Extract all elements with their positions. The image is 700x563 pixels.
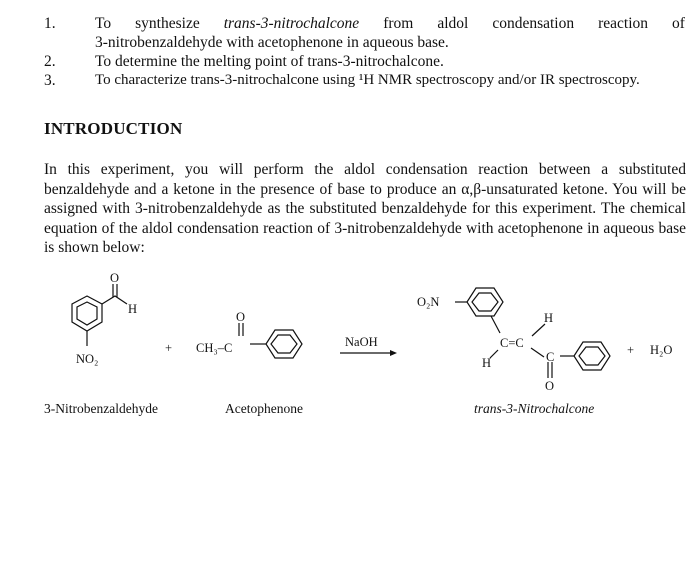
reagent-label: NaOH xyxy=(345,335,378,349)
objective-text-line: To synthesize trans-3-nitrochalcone from aldol condensation reaction of xyxy=(95,15,685,32)
objective-number: 1. xyxy=(44,15,56,32)
section-heading: INTRODUCTION xyxy=(44,119,183,138)
plus-sign: + xyxy=(627,343,635,357)
product-nitro-group: O₂N xyxy=(417,295,440,309)
plus-sign: + xyxy=(165,341,173,355)
objective-number: 2. xyxy=(44,53,56,70)
objective-item xyxy=(0,52,700,71)
aldehyde-oxygen: O xyxy=(110,271,120,285)
objectives-list xyxy=(0,14,700,90)
objective-number: 3. xyxy=(44,72,56,89)
aldehyde-hydrogen: H xyxy=(128,302,138,316)
caption-trans-3-nitrochalcone: trans-3-Nitrochalcone xyxy=(474,401,595,416)
vinyl-hydrogen-top: H xyxy=(544,311,554,325)
caption-acetophenone: Acetophenone xyxy=(225,401,303,416)
aldehyde-bond xyxy=(102,296,127,304)
carbonyl-carbon: C xyxy=(546,350,555,364)
ketone-oxygen: O xyxy=(236,310,246,324)
nitro-group: NO₂ xyxy=(76,352,99,366)
carbonyl-oxygen: O xyxy=(545,379,555,393)
alkene-bond: C=C xyxy=(500,336,524,350)
intro-paragraph: In this experiment, you will perform the aldol condensation reaction between a substituted benzaldehyde and a ketone in the presence of base to produce an α,β-unsaturated ketone. You will be assigned with 3-nitrobenzaldehyde as the substituted benzaldehyde for this experiment. The chemical equation of the aldol condensation reaction of 3-nitrobenzaldehyde with acetophenone in aqueous base is shown below: xyxy=(44,161,686,257)
reaction-scheme xyxy=(0,270,700,430)
acetyl-group: CH₃–C xyxy=(196,341,233,355)
caption-3-nitrobenzaldehyde: 3-Nitrobenzaldehyde xyxy=(44,401,158,416)
water: H₂O xyxy=(650,343,673,357)
objective-item xyxy=(0,14,700,52)
objective-item xyxy=(0,71,700,90)
vinyl-hydrogen-bottom: H xyxy=(482,356,492,370)
objective-text: To characterize trans-3-nitrochalcone using ¹H NMR spectroscopy and/or IR spectroscopy. xyxy=(95,72,640,88)
objective-text: To determine the melting point of trans-3-nitrochalcone. xyxy=(95,53,444,70)
objective-text-continuation: 3-nitrobenzaldehyde with acetophenone in aqueous base. xyxy=(95,34,449,51)
